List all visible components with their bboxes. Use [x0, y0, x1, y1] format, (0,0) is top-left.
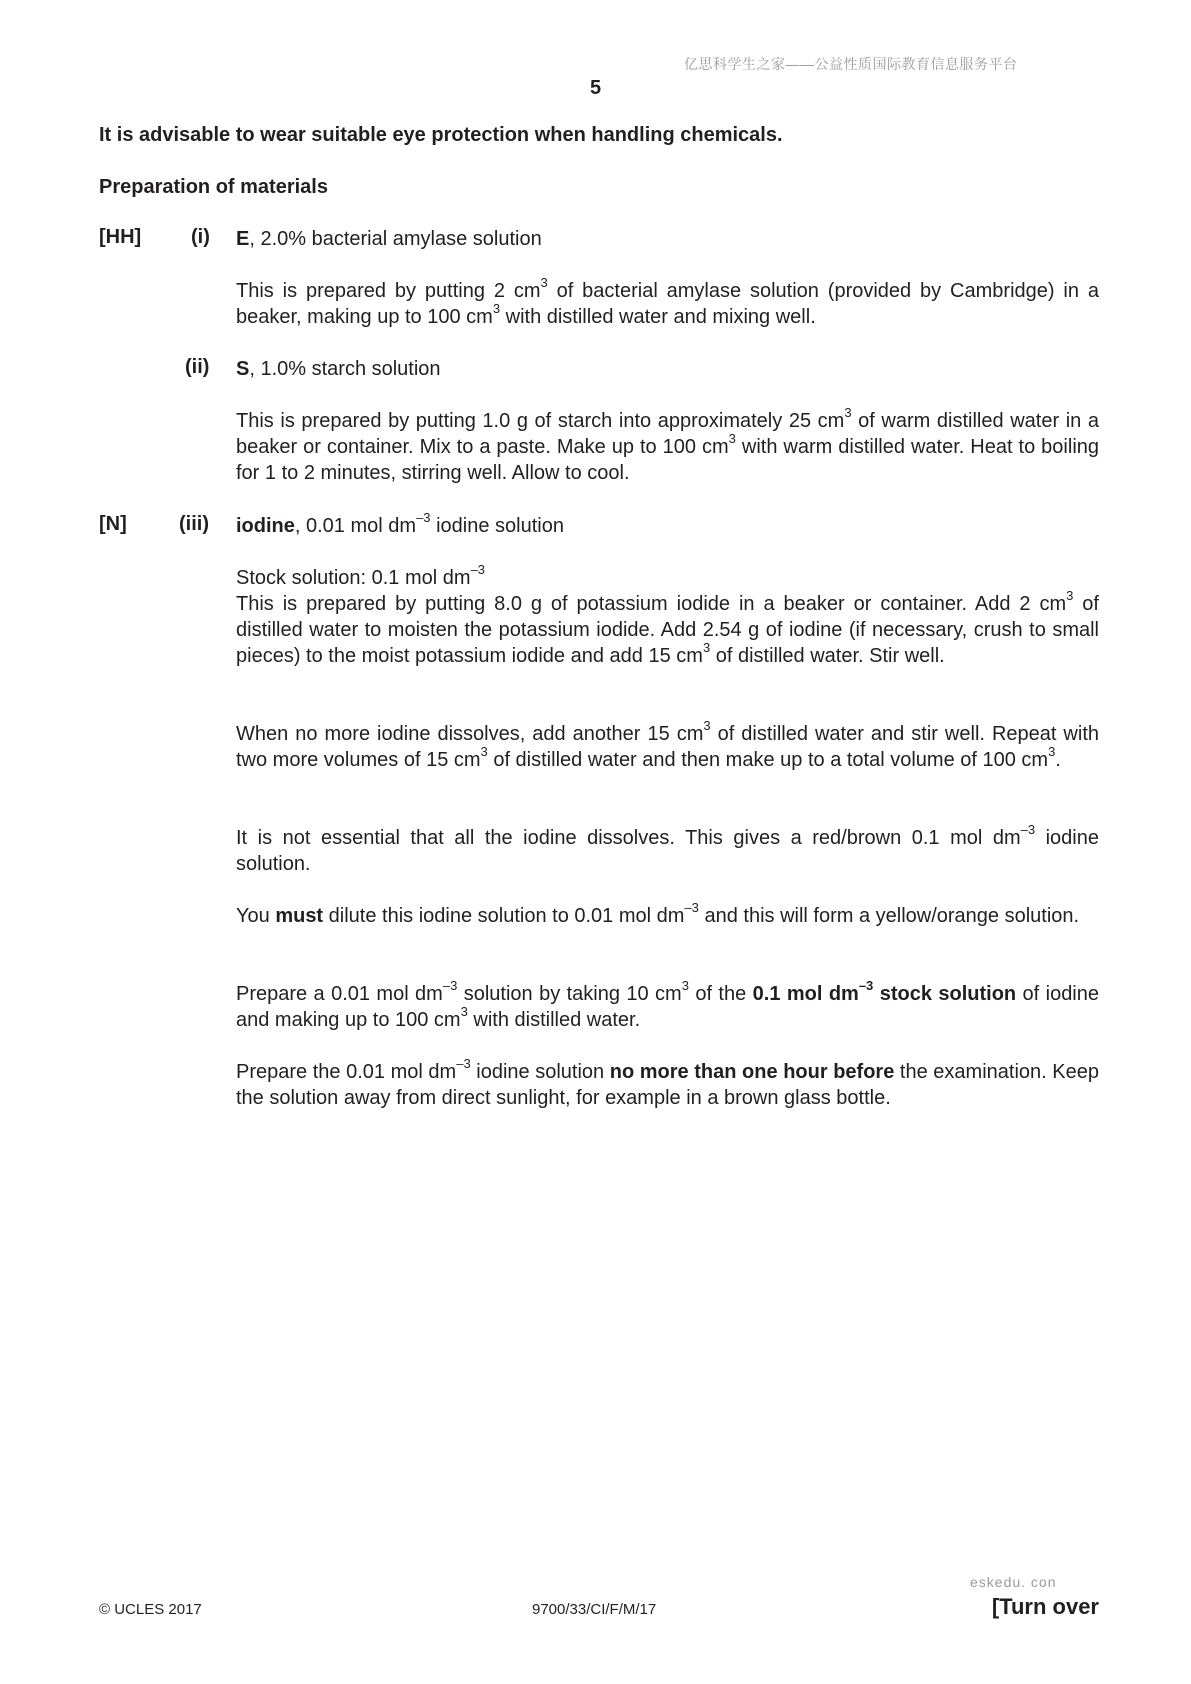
text-run: dilute this iodine solution to 0.01 mol dm: [323, 905, 685, 927]
text-run: Stock solution: 0.1 mol dm: [236, 567, 471, 589]
item-code: iodine: [236, 515, 295, 537]
group-tag-hh: [HH]: [99, 226, 142, 248]
superscript: 3: [703, 718, 711, 734]
item-heading-text: , 0.01 mol dm: [294, 515, 417, 537]
text-run: with distilled water.: [467, 1009, 641, 1031]
text-run: and this will form a yellow/orange solution.: [698, 905, 1080, 927]
group-tag-n: [N]: [99, 513, 127, 535]
safety-note: It is advisable to wear suitable eye protection when handling chemicals.: [99, 124, 783, 146]
text-run: This is prepared by putting 8.0 g of potassium iodide in a beaker or container. Add 2 cm: [236, 593, 1067, 615]
text-run: of bacterial amylase solution (provided by Cambridge) in a beaker, making up to 100 cm: [236, 280, 1099, 328]
paragraph-prepare-dilution: [236, 978, 1099, 1033]
turn-over-label: [Turn over: [991, 1594, 1099, 1619]
superscript: 3: [702, 640, 711, 656]
item-heading: [236, 356, 441, 382]
text-run: Prepare the 0.01 mol dm: [236, 1061, 457, 1083]
section-title: Preparation of materials: [99, 176, 328, 198]
header-watermark: 亿思科学生之家——公益性质国际教育信息服务平台: [684, 56, 1018, 72]
superscript: 3: [540, 275, 548, 291]
text-run: This is prepared by putting 2 cm: [236, 280, 541, 302]
superscript: –3: [470, 562, 486, 578]
paragraph-amylase: [236, 275, 1099, 330]
superscript: –3: [1020, 822, 1036, 838]
footer-paper-code: 9700/33/CI/F/M/17: [532, 1601, 657, 1618]
text-run: of the: [688, 983, 753, 1005]
text-run: iodine solution: [470, 1061, 610, 1083]
item-heading-text: , 2.0% bacterial amylase solution: [249, 228, 542, 250]
text-run: with warm distilled water. Heat to boiling for 1 to 2 minutes, stirring well. Allow to cool.: [236, 436, 1100, 484]
text-run-bold: stock solution: [873, 983, 1017, 1005]
text-run: the examination. Keep the solution away from direct sunlight, for example in a brown glass bottle.: [236, 1061, 1099, 1109]
item-numeral: (i): [191, 226, 210, 248]
superscript: 3: [480, 744, 488, 760]
footer-watermark: eskedu. con: [970, 1574, 1057, 1590]
item-heading: [236, 510, 564, 539]
footer-copyright: © UCLES 2017: [99, 1601, 202, 1618]
superscript: –3: [684, 900, 699, 916]
superscript: 3: [460, 1004, 468, 1020]
paragraph-must-dilute: [236, 900, 1099, 929]
item-heading-text: iodine solution: [430, 515, 564, 537]
superscript: 3: [1048, 744, 1056, 760]
text-run: of distilled water to moisten the potassium iodide. Add 2.54 g of iodine (if necessary, crush to small pieces) to the moist potassium iodide and add 15 cm: [236, 593, 1099, 667]
text-run: of distilled water. Stir well.: [710, 645, 945, 667]
text-run: of warm distilled water in a beaker or container. Mix to a paste. Make up to 100 cm: [236, 410, 1099, 458]
text-run-bold: must: [275, 905, 324, 927]
text-run: of distilled water and then make up to a total volume of 100 cm: [487, 749, 1049, 771]
text-run: You: [236, 905, 276, 927]
item-heading: [236, 226, 542, 252]
item-code: S: [236, 358, 250, 380]
superscript: –3: [456, 1056, 471, 1072]
paragraph-timing: [236, 1056, 1099, 1111]
text-run: Prepare a 0.01 mol dm: [236, 983, 443, 1005]
text-run: When no more iodine dissolves, add another 15 cm: [236, 723, 704, 745]
text-run: with distilled water and mixing well.: [500, 306, 816, 328]
text-run: .: [1055, 749, 1061, 771]
text-run-bold: 0.1 mol dm: [752, 983, 859, 1005]
superscript: 3: [728, 431, 736, 447]
text-run: iodine solution.: [236, 827, 1099, 875]
superscript: 3: [681, 978, 689, 994]
item-heading-text: , 1.0% starch solution: [249, 358, 441, 380]
item-numeral: (ii): [185, 356, 210, 378]
text-run: It is not essential that all the iodine dissolves. This gives a red/brown 0.1 mol dm: [236, 827, 1021, 849]
superscript: 3: [1066, 588, 1074, 604]
page-number: 5: [589, 77, 602, 99]
paragraph-dissolve: [236, 718, 1099, 773]
superscript: –3: [442, 978, 458, 994]
text-run: of distilled water and stir well. Repeat with two more volumes of 15 cm: [236, 723, 1099, 771]
item-code: E: [236, 228, 250, 250]
paragraph-stock: [236, 562, 1099, 669]
text-run: solution by taking 10 cm: [457, 983, 682, 1005]
superscript: 3: [492, 301, 501, 317]
superscript: –3: [416, 510, 431, 526]
text-run: of iodine and making up to 100 cm: [236, 983, 1099, 1031]
superscript: –3: [858, 978, 874, 994]
paragraph-starch: [236, 405, 1100, 486]
item-numeral: (iii): [179, 513, 209, 535]
text-run: This is prepared by putting 1.0 g of starch into approximately 25 cm: [236, 410, 845, 432]
text-run-bold: no more than one hour before: [609, 1061, 895, 1083]
superscript: 3: [844, 405, 852, 421]
paragraph-not-essential: [236, 822, 1099, 877]
